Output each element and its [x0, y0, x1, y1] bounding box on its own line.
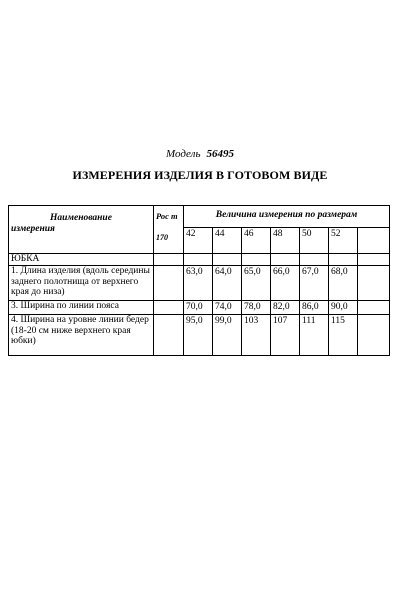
height-header [154, 206, 184, 254]
value-cell: 86,0 [300, 301, 329, 315]
value-cell [358, 266, 390, 301]
empty-cell [329, 254, 358, 266]
empty-cell [271, 254, 300, 266]
empty-cell [154, 301, 184, 315]
measurements-table [8, 205, 390, 356]
value-cell: 99,0 [213, 315, 242, 356]
document-title: ИЗМЕРЕНИЯ ИЗДЕЛИЯ В ГОТОВОМ ВИДЕ [72, 168, 328, 182]
empty-cell [154, 315, 184, 356]
measurement-name: 3. Ширина по линии пояса [9, 301, 154, 315]
value-cell: 66,0 [271, 266, 300, 301]
value-cell [358, 301, 390, 315]
table-row [9, 266, 390, 301]
value-cell: 111 [300, 315, 329, 356]
value-cell: 103 [242, 315, 271, 356]
sizes-header: Величина измерения по размерам [184, 206, 390, 228]
empty-cell [300, 254, 329, 266]
value-cell: 68,0 [329, 266, 358, 301]
size-header-cell: 46 [242, 228, 271, 254]
value-cell: 70,0 [184, 301, 213, 315]
name-header-line2: измерения [11, 224, 55, 234]
size-header-cell [358, 228, 390, 254]
value-cell: 64,0 [213, 266, 242, 301]
empty-cell [154, 266, 184, 301]
section-label: ЮБКА [9, 254, 154, 266]
measurement-name: 1. Длина изделия (вдоль середины заднего полотнища от верхнего края до низа) [9, 266, 154, 301]
model-label: Модель [166, 148, 201, 160]
empty-cell [213, 254, 242, 266]
model-line [0, 148, 400, 160]
value-cell [358, 315, 390, 356]
measurement-name-header [9, 206, 154, 254]
table-row [9, 315, 390, 356]
value-cell: 90,0 [329, 301, 358, 315]
table-row [9, 301, 390, 315]
size-header-cell: 50 [300, 228, 329, 254]
size-header-cell: 48 [271, 228, 300, 254]
value-cell: 74,0 [213, 301, 242, 315]
measurement-name: 4. Ширина на уровне линии бедер (18-20 см ниже верхнего края юбки) [9, 315, 154, 356]
value-cell: 63,0 [184, 266, 213, 301]
height-value: 170 [156, 233, 168, 242]
size-header-cell: 44 [213, 228, 242, 254]
model-number: 56495 [206, 148, 234, 160]
value-cell: 115 [329, 315, 358, 356]
empty-cell [154, 254, 184, 266]
size-header-cell: 52 [329, 228, 358, 254]
value-cell: 107 [271, 315, 300, 356]
value-cell: 67,0 [300, 266, 329, 301]
value-cell: 82,0 [271, 301, 300, 315]
height-header-label: Рос т [156, 211, 178, 221]
value-cell: 65,0 [242, 266, 271, 301]
name-header-line1: Наименование [50, 213, 112, 223]
value-cell: 95,0 [184, 315, 213, 356]
empty-cell [358, 254, 390, 266]
value-cell: 78,0 [242, 301, 271, 315]
empty-cell [242, 254, 271, 266]
size-header-cell: 42 [184, 228, 213, 254]
empty-cell [184, 254, 213, 266]
